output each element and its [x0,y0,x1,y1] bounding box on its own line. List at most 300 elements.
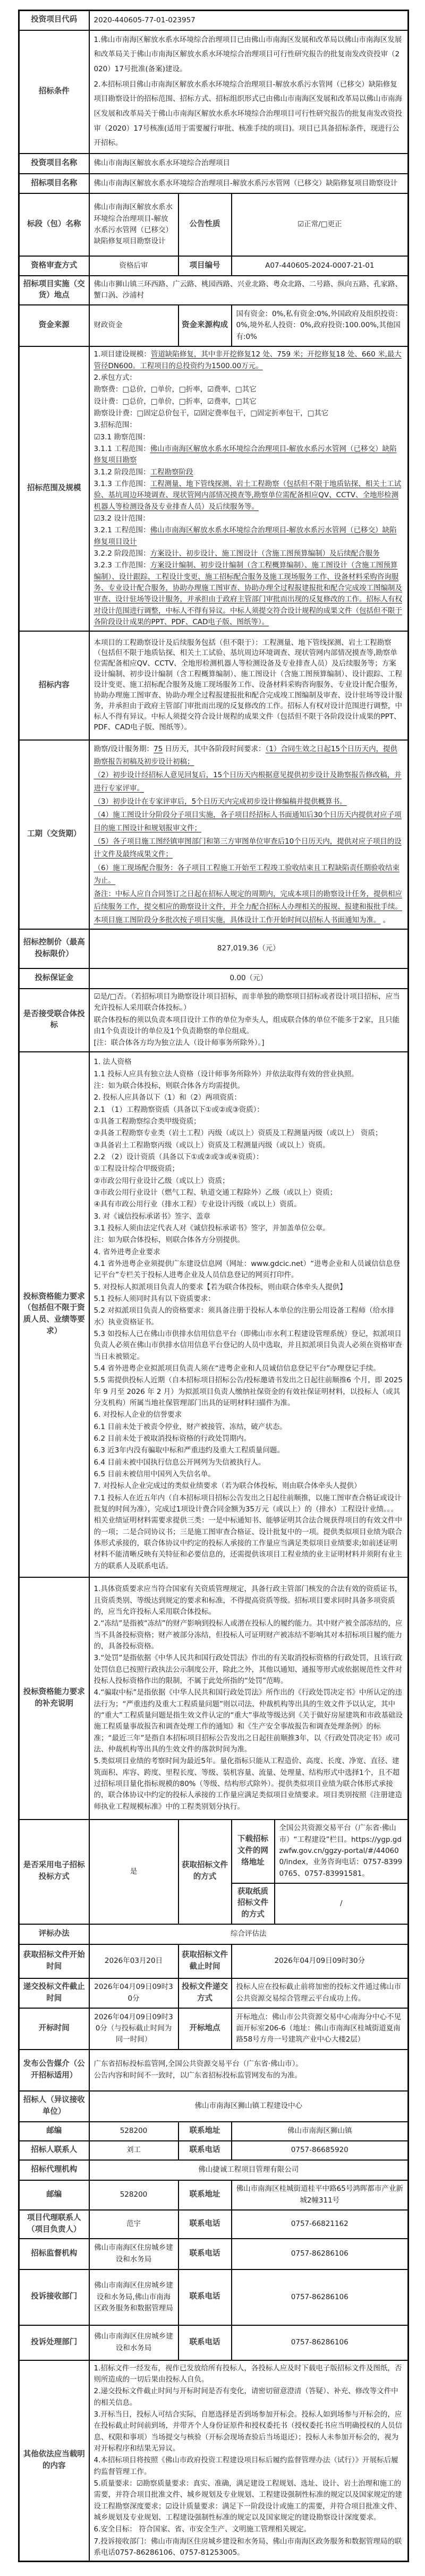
row-tenderer [19,2091,409,2122]
text-segment: （5）各子项目施工图经镇审图部门和第三方审图单位审查后10个日历天内，提供对应子项目的设计文件及最终成果文件； [94,837,402,859]
row-project-delivery-location [19,276,409,305]
text-segment: 4.本招标项目将按照《佛山市政府投资工程建设项目标后履约监督管理办法（试行）》开展标后履约监督管理工作。 [94,2456,398,2476]
text-segment: 0.00（元） [230,974,268,983]
text-segment: 3. 对《诚信投标承诺书》签字、盖章 [94,1212,211,1221]
text-segment: 工程勘察阶段 [150,467,193,477]
bid-opening-label-2: 开标地点 [178,2008,232,2050]
text-segment: 2. 投标人应具备以下（1）和（2）两项资质： [94,1093,241,1102]
complaint-handling-dept-value-1 [89,2325,178,2360]
text-segment: 注：如为联合体投标，则联合体各方分别提供。 [94,1236,244,1245]
text-line [236,219,404,230]
text-segment: 管道缺陷修复，其中非开挖修复12 处、759 米；开挖修复18 处、660 米,最大管径DN600。工程项目的总投资约为1500.00万元。 [94,350,402,370]
text-line [94,320,174,331]
tender-content-label: 招标内容 [19,631,89,740]
text-line [94,349,404,372]
text-line [236,260,404,271]
text-segment: 开标地点：佛山市公共资源交易中心南海分中心不见面开标室206-6（地址：佛山市南海区桂城街道夏南路58号方舟一号建筑产业中心大楼2层） [236,2012,401,2044]
qualification-review-method-value-1 [89,256,178,276]
row-evaluation-method [19,1924,409,1944]
text-line [94,1069,404,1080]
text-segment: 方案设计、初步设计、施工图设计（含施工图预算编制）及后续配合服务 [150,549,380,558]
text-segment: 资格后审 [119,261,148,270]
text-segment: 4.“骗取中标”是指依据《中华人民共和国行政处罚法》所作出的《行政处罚决定书》中所认定的违法行为；“严重违约及重大工程质量问题”则以司法、仲裁机构等出具的生效文件予以认定，其中的“重大”工程质量问题是指生效文件认定的“重大”事故等级达到《关于做好房屋建筑和市政基础设施工程质量事故报告和调查处理工作的通知》和《生产安全事故报告和调查处理条例》的标准；“最近三年”是指自本招标项目招标公告发出之日起往前顺推3年，以《行政处罚决定书》或司法、仲裁机构等出具的生效文件的落款时间为准。 [94,1688,403,1754]
text-segment: 5.2 对拟派项目负责人的资格要求：须具备注册于投标人本单位的注册公用设备工程师（给水排水）执业资格证书。 [94,1306,395,1327]
row-tender-project-name [19,174,409,193]
construction-period-value [89,740,409,929]
text-segment: 是 [130,1867,138,1876]
text-line [94,479,404,513]
row-complaint-handling-dept [19,2325,409,2360]
text-segment: 5. 对投标人拟派项目负责人的要求【若为联合体投标，则由联合体牵头人提供】 [94,1282,347,1291]
text-line [94,1176,404,1187]
supervision-agency-label: 招标监督机构 [19,2239,89,2269]
text-line [94,1092,404,1103]
text-line [236,1956,404,1967]
text-line [236,2337,404,2348]
text-segment: 2020-440605-77-01-023957 [94,15,196,24]
text-segment: 工程测量、地下管线探测、岩土工程勘察（包括但不限于地质钻探、相关土工试验、基坑周边环境调查、现状管网内部情况摸查等,勘察单位需配备相应QV、CCTV、全地形检测机器人等检测设备及专业排查人员）及后续服务等。 [94,480,402,511]
bid-security-label: 投标保证金 [19,968,89,989]
text-segment: 6.2 目前未处于被取消投标资格的行政处罚期内。 [94,1434,251,1443]
text-line [94,1247,404,1258]
bid-submission-deadline-value-1 [89,1978,178,2008]
tenderer-contact-label-2: 联系电话 [178,2141,232,2160]
text-line [94,809,404,835]
bid-section-name-value-2 [232,193,409,256]
tenderer-postcode-label: 邮编 [19,2122,89,2141]
tenderer-postcode-label-2: 联系地址 [178,2122,232,2141]
text-line [236,2145,404,2156]
text-line [94,1187,404,1198]
consortium-bidding-value [89,989,409,1052]
agency-contact-label: 项目代理联系人（项目负责人） [19,2210,89,2239]
text-line [94,1104,404,1116]
text-line [94,1152,404,1163]
text-line [94,202,174,247]
text-segment: ①具备工程勘察综合类甲级资质； [94,1117,201,1126]
text-line [94,444,404,466]
text-segment: 6.安全目标： 符合国家、省、市安全生产、文明施工管理相关规定。 [94,2525,311,2534]
tender-project-name-label: 招标项目名称 [19,174,89,193]
text-segment: 0757-66821162 [291,2220,348,2228]
text-line [94,973,404,984]
text-line [236,1982,404,2004]
text-line [94,1235,404,1246]
text-line [94,2012,174,2046]
text-segment: 2026年04月09日09时30分 [94,1983,173,2003]
text-segment: 佛山捷诚工程项目管理有限公司 [198,2165,299,2174]
electronic-bidding-label-2: 获取招标文件的方式 [178,1820,232,1924]
qualification-review-method-label: 资格审查方式 [19,256,89,276]
text-segment: 4. 省外进粤企业要求 [94,1247,160,1256]
text-line [236,2183,404,2206]
consortium-bidding-label: 是否接受联合体投标 [19,989,89,1052]
text-segment: 7.1 投标人在近五年内（自本招标项目招标公告发出之日起往前顺推，以施工图审查合格证或设计批复的时间为准），完成过1项设计费合同金额为35万元（或以上）的（排水）工程设计业绩。。。相关业绩证明材料需要求提供三类：一是中标通知书、能够证明其合法合规获得项目的有效文件中的一项；二是合同协议书；三是施工图审查合格证、设计批复中的一项。提供类似项目业绩为联合体形式承接的，联合体协议中约定的投标人承接的工作量应当满足类似项目业绩要求;如前述证明材料不能清晰反映有关特征和必要信息的，还需提供该项目工程业绩的业主证明材料并须附有业主方的联系人及联系电话。 [94,1493,402,1570]
row-agency-contact [19,2210,409,2239]
electronic-bidding-sub-value-2 [275,1883,409,1924]
tender-scope-and-scale-label: 招标范围及规模 [19,346,89,631]
text-segment: 勘察费：□总价，□单价，□折率，☑费率，□其它 [94,385,257,394]
investment-project-code-value [89,11,409,30]
text-segment: 75 [154,744,163,753]
text-line [94,2455,404,2478]
tender-control-price-value [89,929,409,968]
tenderer-postcode-value-1 [89,2122,178,2141]
text-line [94,1653,404,1687]
text-segment: 佛山市南海区解放水系水环境综合治理项目-解放水系污水管网（已移交）缺陷修复项目设计 [94,526,397,546]
bid-security-value [89,968,409,989]
text-segment: 0757-86286106 [291,2292,348,2301]
text-segment: （6）施工现场配合服务：各子项目工程施工开始至工程竣工验收结束且工程缺陷责任期验收结束为止。 [94,863,400,885]
text-segment: 5.质量要求：☑勘察质量要求：真实、准确，满足建设工程规划、选址、设计、岩土治理和施工的需要，并符合项目批准文件、城乡规划及专业规划、工程建设强制性标准的规定以及国家规定的建设工程勘察深度要求；☑设计质量要求：满足下一阶段设计或施工的需要，并符合项目批准文件、城乡规划及专业规划、工程建设强制性标准的规定以及国家规定的建设勘察设计深度要求。 [94,2479,402,2522]
text-line [94,1057,404,1068]
text-segment: ☑正常/□更正 [298,220,342,229]
text-line [94,1457,404,1468]
text-line [94,1259,404,1281]
row-tender-scope-and-scale [19,346,409,631]
text-segment: 设计费：□总价，□单价，□折率，☑费率，□其它 [94,397,257,406]
supervision-agency-value-1 [89,2239,178,2269]
bid-section-name-label-2: 公告性质 [178,193,232,256]
tenderer-contact-value-2 [232,2141,409,2160]
text-segment: 3.2.2 阶段范围： [94,549,150,558]
text-segment: 5.类似项目业绩的考察时间为最近5年。量化指标只能从工程造价、高度、长度、净宽、直径、建筑面积、库容、跨度、里程长度、等级、装机容量、流量、处理量、结构形式中选择1个，且不超过招标项目量化指标规模的80%（等级、结构形式除外）。提供类似项目业绩为联合体形式承接的，联合体协议中约定的投标人承接的工作量应满足类似项目业绩要求。项目类别按照《注册建造师执业工程规模标准》中的工程类别划分执行。 [94,1757,402,1811]
text-segment: ③具备岩土工程勘察丙级（或以上）资质及工程测量丙级（或以上）资质。 [94,1141,330,1150]
complaint-receiving-dept-label-2: 联系电话 [178,2269,232,2325]
text-line [94,396,404,407]
text-segment: 勘察设计费：□固定总价包干，☑固定费率包干，□固定折率包干，□其它 [94,409,329,418]
text-segment: 1.1 投标人应具有独立法人资格（设计师事务所除外）并依法取得有效的营业执照。 [94,1069,359,1078]
text-line [94,1433,404,1444]
text-segment: ③市政公用行业设计（燃气工程、轨道交通工程除外）乙级（或以上）资质； [94,1188,337,1197]
text-segment: （2）初步设计经招标人意见回复后，15个日历天内根据意见提供初步设计及勘察报告修改稿，并进行专家评审。 [94,771,402,793]
text-segment: 4.1 省外进粤企业须提供广东建设信息网（网址：www.gdcic.net）“进粤企业和人员诚信信息登记平台”专栏关于投标人进粤企业及人员信息登记的网页打印件。 [94,1260,401,1280]
row-document-obtain-time [19,1944,409,1978]
complaint-handling-dept-label: 投诉处理部门 [19,2325,89,2360]
text-segment: 佛山市南海区解放水系水环境综合治理项目 [94,159,230,168]
tender-scope-and-scale-value [89,346,409,631]
text-line [94,548,404,559]
text-line [279,1898,404,1909]
text-line [94,888,404,926]
text-line [94,158,404,169]
text-segment: 3.2.1 工程范围： [94,526,150,535]
tenderer-contact-value-1 [89,2141,178,2160]
text-segment: ☑是/□否。（若招标项目为勘察设计项目招标，而非单独的勘察项目招标或者设计项目招标，应当允许投标人采用联合体投标。） [94,992,400,1013]
fund-source-value-1 [89,305,178,346]
text-segment: 0757-86286106 [291,2338,348,2347]
text-segment: 7.投诉接收部门：佛山市南海区住房城乡建设和水务局、佛山市南海区政务服务和数据管理局的联系电话0757-86286106、0757-81253005。 [94,2537,402,2557]
text-line [94,1140,404,1151]
tender-project-name-value [89,174,409,193]
text-segment: 5.3 如投标人已在佛山市供排水信用信息平台（即佛山市水利工程建设管理系统）登记，拟派项目负责人必须在佛山市供排水信用信息平台登记的人员中选取，并且拟派项目负责人必须在资格审查当日未被锁定。 [94,1330,402,1361]
text-segment: 佛山市南海区解放水系水环境综合治理项目-解放水系污水管网（已移交）缺陷修复项目勘察设计 [94,203,173,246]
tender-agency-label: 招标代理机构 [19,2160,89,2180]
text-line [94,1163,404,1175]
text-line [94,2145,174,2156]
fund-source-label-2: 资金来源构成 [178,305,232,346]
row-bid-opening [19,2008,409,2050]
text-line [94,1469,404,1480]
investment-project-name-value [89,154,409,174]
tender-conditions-label: 招标条件 [19,30,89,154]
row-other-legally-required-content [19,2360,409,2562]
text-segment: 1.具体资质要求应当符合国家有关资质管理规定，具备行政主管部门核发的合法有效的资质证书，且资质类别、等级达到规定的要求和标准，不得提高资质等级。招标项目要求同时具备多项资质的，应当允许投标人采用联合体投标。 [94,1585,402,1617]
document-obtain-time-value-1 [89,1944,178,1978]
text-segment: 备注：中标人应自合同签订之日起在招标人规定的周期内，完成本项目的勘察设计任务，提供相应后续服务工作，提交相应的勘察设计文件，并全力配合招标人办理相关的报规、报建和报批手续。本项目施工图阶段分多批次按子项目实施，具体设计工作开始时间以招标人书面通知为准。 [94,890,402,924]
text-line [94,2126,174,2137]
text-segment: （3）初步设计在专家评审后，5个日历天内完成初步设计修编稿并提供概算书。 [94,797,347,806]
text-segment: 827,019.36（元） [217,944,280,953]
tenderer-contact-label: 招标人联系人 [19,2141,89,2160]
text-segment: 全国公共资源交易平台（广东省·佛山市）“工程建设”栏目。https://ygp.gdzwfw.gov.cn/ggzy-portal/#/440600/index，业务咨询电话：0757-83990765、0757-83991581。 [279,1824,403,1878]
text-line [94,2386,404,2409]
text-line [94,769,404,795]
text-line [94,1081,404,1092]
qualification-review-method-value-2 [232,256,409,276]
text-line [94,560,404,628]
text-line [94,408,404,419]
text-segment: 国有资金：0%,私有资金:0%,外国政府及组织投资：0%,境外私人投资：0%,政府投资:100.00%,其他国有:0% [236,309,402,341]
text-line [94,2189,174,2200]
row-fund-source [19,305,409,346]
text-segment: 3.“处罚”是指依据《中华人民共和国行政处罚法》作出的有关取消投标资格的行政处罚，且该行政处罚信息已按照行政执法公示制度公开，除此之外，其他以通知、通报等形式或依据规范性文件对投标人投标资格作出的限制，不属于此处所指的“处罚”范畴。 [94,1654,402,1686]
row-qualification-supplementary-notes [19,1577,409,1820]
text-line [94,178,404,189]
row-bid-submission-deadline [19,1978,409,2008]
other-legally-required-content-value [89,2360,409,2562]
text-line [236,2126,404,2137]
document-obtain-time-label-2: 获取招标文件截止时间 [178,1944,232,1978]
bid-submission-deadline-label-2: 投标文件递交方式 [178,1978,232,2008]
text-line [236,309,404,343]
text-line [94,2218,174,2230]
text-segment: [注：联合体各方均为独立法人（设计师事务所除外）。] [94,1039,265,1048]
row-investment-project-name [19,154,409,174]
other-legally-required-content-label: 其他依法应当载明的内容 [19,2360,89,2562]
row-bid-section-name [19,193,409,256]
text-line [94,1687,404,1755]
text-line [94,2280,174,2314]
text-line [94,2101,404,2112]
text-line [94,1956,174,1967]
row-investment-project-code [19,11,409,30]
agency-contact-value-1 [89,2210,178,2239]
text-line [94,1329,404,1363]
construction-period-label: 工期（交货期） [19,740,89,929]
agency-contact-value-2 [232,2210,409,2239]
text-line [94,1756,404,1813]
text-segment: 范宇 [126,2220,141,2228]
text-segment: 2.承包方式： [94,373,137,382]
text-segment: 2.2 （2）设计资质（具备以下①或②或③或④资质）： [94,1153,264,1162]
text-line [94,2363,404,2386]
text-segment: 联合体投标的须以负责本项目设计工作的单位为牵头人，组成联合体的单位不能多于2家，且只能由1个负责设计的单位及1个负责勘察的单位组成。 [94,1015,400,1036]
agency-contact-label-2: 联系电话 [178,2210,232,2239]
notice-table [18,10,409,2562]
text-line [94,525,404,548]
text-line [94,943,404,954]
complaint-receiving-dept-value-2 [232,2269,409,2325]
text-line [94,260,174,271]
electronic-bidding-sub-label-1: 下载招标文件的网络地址 [232,1820,275,1883]
text-line [94,1375,404,1409]
text-segment: 本项目的工程勘察设计及后续服务包括（但不限于）：工程测量、地下管线探测、岩土工程勘察（包括但不限于地质钻探、相关土工试验、基坑周边环境调查、现状管网内部情况摸查等,勘察单位需配备相应QV、CCTV、全地形检测机器人等检测设备及专业排查人员）及后续服务等；方案设计编制、初步设计编制（含工程概算编制）、施工图设计（含施工图预算编制）、设计跟踪、工程设计变更、施工招标配合服务及施工现场服务工作、设备材料采购咨询服务、专业设计配合服务，协助办理施工图审查、协助办理全过程报建报批和配合完成竣工图编制及审查、设计驻场等设计服务，并承担由于政府主管部门审批而出现的反复修改的工作。招标人有权对设计范围进行调整，中标人不得有异议。中标人须提交符合设计规程的成果文件（包括但不限于各阶段设计成果的PPT、PDF、CAD电子版、图纸等）。 [94,638,402,732]
text-line [94,1199,404,1210]
project-delivery-location-label: 招标项目实施（交货）地点 [19,276,89,305]
text-line [94,795,404,808]
text-line [94,2242,174,2265]
text-line [94,1584,404,1618]
electronic-bidding-value-1 [89,1820,178,1924]
bidder-qualification-requirements-value [89,1052,409,1577]
row-tender-content [19,631,409,740]
text-segment: 2.“冻结”是指被“冻结”的财产影响到投标人或潜在投标人的履约能力。其中财产被全部冻结的，应当不具备投标资格；财产被部分冻结，但投标人可证明财产被冻结不影响其对本招标项目履约能力的，具备投标资格。 [94,1619,403,1651]
text-segment: 3.招标范围： [94,421,137,430]
text-line [94,1982,174,2004]
text-segment: ②市政公用行业设计乙级（或以上）资质； [94,1176,230,1185]
qualification-review-method-label-2: 项目编号 [178,256,232,276]
text-segment: 3.1.1 工程范围： [94,445,150,454]
text-line [94,513,404,524]
agency-postcode-label-2: 联系地址 [178,2180,232,2210]
document-obtain-time-label: 获取招标文件开始时间 [19,1944,89,1978]
text-segment: 3.开标当日，投标人可结合实际，自愿选择是否到场参加开标会。投标人如到场参与开标会的，应在投标截止时间前到场，并带齐个人身份证原件和授权委托书（授权委托书应当明确授权的人员信息、权限和事项）当场提交与核验（开标会现场查验后当场退还）；投标人未参加开标会的，视为对开标程序和结果无异议。 [94,2410,402,2453]
row-tenderer-contact [19,2141,409,2160]
row-bidder-qualification-requirements [19,1052,409,1577]
row-electronic-bidding [19,1820,409,1883]
supervision-agency-value-2 [232,2239,409,2269]
text-segment: ④具有市政公用行业（排水工程）专业设计丙级（或以上）资质。 [94,1200,301,1209]
text-segment: （1）合同生效之日起15个日历天内，提供勘察报告初稿及初步设计初稿； [94,744,398,767]
text-line [94,2331,174,2354]
bid-submission-deadline-value-2 [232,1978,409,2008]
bid-submission-deadline-label: 递交投标文件截止时间 [19,1978,89,2008]
text-segment: 2026年04月09日09时30分 [274,1957,366,1965]
text-segment: 1.佛山市南海区解放水系水环境综合治理项目已由佛山市南海区发展和改革局以佛山市南海区发展和改革局关于佛山市南海区解放水系水环境综合治理项目可行性研究报告的批复南发改资投审（2020）17号批准(备案)建设。 [94,35,402,73]
text-segment: 佛山市南海区住房城乡建设和水务局 [94,2243,173,2264]
fund-source-value-2 [232,305,409,346]
text-segment: 3.1.2 阶段范围： [94,467,150,477]
text-segment: 528200 [120,2127,148,2135]
text-line [94,2536,404,2559]
text-line [94,33,404,77]
text-line [94,1128,404,1139]
text-line [94,1305,404,1328]
agency-postcode-value-2 [232,2180,409,2210]
tender-content-value [89,631,409,740]
text-line [94,1409,404,1421]
complaint-receiving-dept-label: 投诉接收部门 [19,2269,89,2325]
text-line [94,1282,404,1293]
text-segment: 6.3 近3年内没有骗取中标和严重违约及重大工程质量问题。 [94,1446,284,1455]
row-tenderer-postcode [19,2122,409,2141]
row-bid-security [19,968,409,989]
text-line [94,279,404,302]
fund-source-label: 资金来源 [19,305,89,346]
bidder-qualification-requirements-label: 投标资格能力要求（包括但不限于资质人员、业绩等要求） [19,1052,89,1577]
document-obtain-time-value-2 [232,1944,409,1978]
text-line [94,1294,404,1305]
text-line [94,15,404,26]
text-line [94,1223,404,1234]
notice-table-body [19,11,409,2562]
text-segment: 佛山市南海区解放水系水环境综合治理项目-解放水系污水管网（已移交）缺陷修复项目勘察设计 [94,178,398,188]
qualification-supplementary-notes-value [89,1577,409,1820]
text-segment: 5.1 投标人须同时具有以下资质要求： [94,1295,215,1304]
text-segment: 5.4 省外进粤企业拟派项目负责人须在“进粤企业和人员诚信信息登记平台”办理登记手续。 [94,1364,380,1373]
text-line [94,991,404,1014]
text-segment: 。 [380,915,390,924]
text-segment: 3.1.3 工作范围： [94,480,150,489]
text-segment: 刘工 [126,2146,141,2154]
text-segment: 7. 对投标人企业完成过的类似业绩要求（若为联合体投标，则由联合体牵头人提供） [94,1482,361,1491]
text-segment: 佛山市南海区狮山镇 [287,2127,352,2135]
qualification-supplementary-notes-label: 投标资格能力要求的补充说明 [19,1577,89,1820]
text-segment: 佛山市南海区住房城乡建设和水务局,佛山市南海区政务服务和数据管理局 [94,2281,173,2313]
text-segment: 5.5 需提供投标人近期（自本招标项目招标公告/投标邀请书发出之日起往前顺推6 个月，即 2025年 9 月至 2026 年 2 月）为拟派项目负责人缴纳社保资金的有效社保证明材料，以投标人（或其分支机构）所属当地社保管理部门出具的证明材料扫描件为准。 [94,1376,403,1407]
text-segment: 528200 [120,2190,148,2199]
text-line [94,384,404,395]
announcement-media-label: 发布公告媒介（公开招标适用） [19,2050,89,2091]
bid-section-name-label: 标段（包）名称 [19,193,89,256]
text-segment: 勘察/设计服务期： [94,744,154,753]
tenderer-postcode-value-2 [232,2122,409,2141]
text-line [236,2012,404,2046]
row-tender-control-price [19,929,409,968]
text-line [94,638,404,734]
text-line [94,78,404,151]
text-line [94,1866,174,1877]
complaint-handling-dept-label-2: 联系电话 [178,2325,232,2360]
text-line [94,372,404,384]
agency-postcode-label: 邮编 [19,2180,89,2210]
text-line [94,1038,404,1049]
text-line [236,2292,404,2303]
row-announcement-media [19,2050,409,2091]
text-segment: ②具备工程勘察专业类（岩土工程）丙级（或以上）资质及工程测量丙级（或以上） 资质； [94,1129,382,1138]
text-line [94,2409,404,2454]
text-segment: 综合评估法 [231,1929,267,1938]
text-segment: 2.递交投标文件截止时间与开标时间是否有变化，请密切留意澄清（答疑）、补充、修改等文件中的相关信息。 [94,2387,398,2407]
electronic-bidding-sub-value-1 [275,1820,409,1883]
text-segment: 财政资金 [94,321,123,330]
text-segment: 0757-86286106 [291,2249,348,2258]
text-line [94,2164,404,2175]
text-line [94,2478,404,2523]
text-segment: ①工程设计综合甲级资质； [94,1164,180,1174]
tender-agency-value [89,2160,409,2180]
text-segment: 日历天，其中各阶段时间要求： [163,744,266,753]
text-segment: 0757-86685920 [291,2146,348,2154]
text-segment: 6.1 目前未处于被责令停业，财产被接管、冻结，破产状态。 [94,1422,287,1431]
agency-postcode-value-1 [89,2180,178,2210]
text-segment: 广东省招标投标监管网,全国公共资源交易平台（广东省·佛山市）。 [94,2059,303,2068]
text-line [94,1928,404,1940]
text-segment: 1.招标文件一经发布，视作已发放给所有投标人，各投标人应及时下载电子版招标文件及图纸，否则所造成的一切后果由投标人自负。 [94,2364,402,2384]
bid-section-name-value-1 [89,193,178,256]
row-tender-conditions [19,30,409,154]
row-tender-agency [19,2160,409,2180]
project-delivery-location-value [89,276,409,305]
row-complaint-receiving-dept [19,2269,409,2325]
text-segment: 2.本招标项目佛山市南海区解放水系水环境综合治理项目-解放水系污水管网（已移交）缺陷修复项目勘察设计的招标范围、招标方式、招标组织形式已由佛山市南海区发展和改革局以佛山市南海区发展和改革局关于佛山市南海区解放水系水环境综合治理项目可行性研究报告的批复南发改资投审（2020）17号核准(适用于需要履行审批、核准手续的项目)。项目已具备招标条件，现进行公开招标。 [94,80,402,148]
row-construction-period [19,740,409,929]
tenderer-value [89,2091,409,2122]
text-line [94,1363,404,1374]
investment-project-name-label: 投资项目名称 [19,154,89,174]
text-segment: 注：如为联合体投标，则联合体各方均需提供。 [94,1082,244,1091]
